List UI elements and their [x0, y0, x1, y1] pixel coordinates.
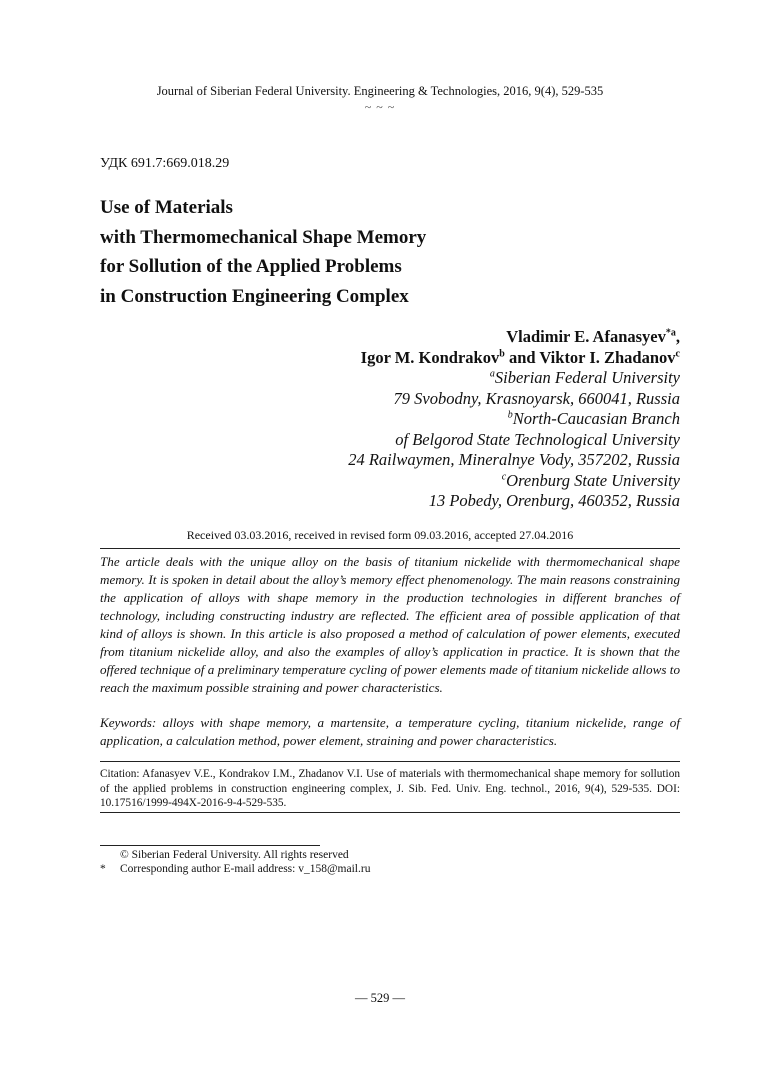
- authors-block: [348, 327, 680, 512]
- abstract: The article deals with the unique alloy on the basis of titanium nickelide with thermomechanical shape memory. It is spoken in detail about the alloy’s memory effect phenomenology. The main reasons constraining the application of alloys with shape memory in the production technologies in different branches of technology, including constructing industry are reflected. The efficient area of possible application of that kind of alloys is shown. In this article is also proposed a method of calculation of power elements, executed from titanium nickelide alloy, and also the examples of alloy’s application in practice. It is shown that the offered technique of a preliminary temperature cycling of power elements made of titanium nickelide allows to reach the maximum possible straining and power characteristics.: [100, 554, 680, 695]
- affiliation-sup: b: [507, 409, 513, 421]
- author-sup: *a: [665, 327, 676, 339]
- author-name: Vladimir E. Afanasyev: [506, 327, 666, 346]
- affiliation-a: [348, 368, 680, 389]
- page-number: — 529 —: [355, 991, 405, 1005]
- author-sup: c: [675, 348, 680, 359]
- author-name: Igor M. Kondrakov: [360, 347, 500, 367]
- divider: [100, 548, 680, 549]
- divider: [100, 812, 680, 813]
- copyright-footnote: © Siberian Federal University. All rights reserved: [120, 849, 349, 861]
- affiliation-address: 13 Pobedy, Orenburg, 460352, Russia: [428, 491, 680, 510]
- affiliation-b: [348, 409, 680, 430]
- title-line: with Thermomechanical Shape Memory: [100, 226, 427, 248]
- footnote-rule: [100, 845, 320, 846]
- author-line-2: [348, 348, 680, 369]
- divider: [100, 761, 680, 762]
- affiliation-address: 79 Svobodny, Krasnoyarsk, 660041, Russia: [393, 388, 680, 408]
- journal-header: Journal of Siberian Federal University. Engineering & Technologies, 2016, 9(4), 529-535: [156, 84, 604, 98]
- affiliation-sup: c: [501, 471, 507, 482]
- affiliation-name: Siberian Federal University: [494, 368, 680, 387]
- affiliation-name: North-Caucasian Branch: [512, 409, 680, 428]
- affiliation-c: [348, 471, 680, 492]
- header-ornament: ~ ~ ~: [364, 100, 396, 114]
- affiliation-address: 24 Railwaymen, Mineralnye Vody, 357202, Russia: [348, 450, 680, 469]
- corresponding-author-footnote: Corresponding author E-mail address: v_158@mail.ru: [120, 863, 371, 875]
- author-line-1: [348, 327, 680, 348]
- title-line: in Construction Engineering Complex: [100, 285, 409, 307]
- affiliation-sup: a: [489, 368, 495, 380]
- received-dates: Received 03.03.2016, received in revised form 09.03.2016, accepted 27.04.2016: [186, 528, 574, 542]
- title-line: for Sollution of the Applied Problems: [100, 256, 402, 277]
- author-name: Viktor I. Zhadanov: [539, 347, 676, 367]
- author-sup: b: [499, 348, 505, 359]
- affiliation-name-cont: of Belgorod State Technological University: [395, 429, 680, 449]
- title-line: Use of Materials: [100, 197, 233, 218]
- keywords: Keywords: alloys with shape memory, a martensite, a temperature cycling, titanium nickelide, range of application, a calculation method, power element, straining and power characteristics.: [100, 715, 680, 748]
- author-and: and: [504, 347, 540, 367]
- affiliation-name: Orenburg State University: [506, 470, 680, 490]
- footnote-star: *: [100, 863, 106, 875]
- citation: Citation: Afanasyev V.E., Kondrakov I.M., Zhadanov V.I. Use of materials with thermomechanical shape memory for sollution of the applied problems in construction engineering complex, J. Sib. Fed. Univ. Eng. technol., 2016, 9(4), 529-535. DOI: 10.17516/1999-494X-2016-9-4-529-535.: [100, 768, 680, 810]
- udk-code: УДК 691.7:669.018.29: [100, 156, 230, 171]
- article-title: [100, 193, 426, 311]
- author-sep: ,: [675, 327, 680, 346]
